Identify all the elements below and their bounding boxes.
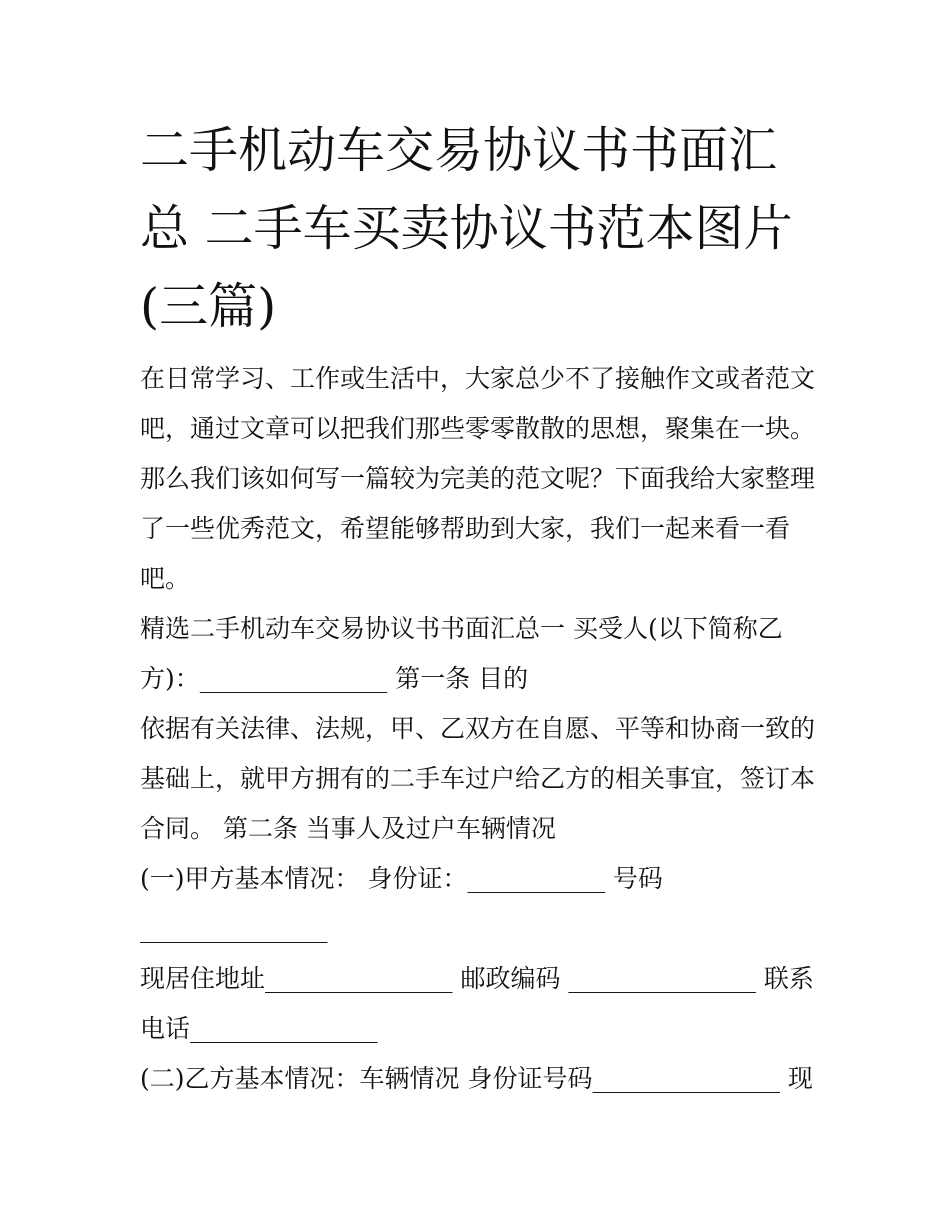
text-line: 吧，通过文章可以把我们那些零零散散的思想，聚集在一块。 xyxy=(140,414,816,443)
section-heading-paragraph xyxy=(140,604,820,704)
document-page xyxy=(140,112,820,1104)
text-line: 方)：_______________ 第一条 目的 xyxy=(140,664,529,693)
text-line: 在日常学习、工作或生活中，大家总少不了接触作文或者范文 xyxy=(140,364,816,393)
title-line: (三篇) xyxy=(140,278,277,335)
text-line: 那么我们该如何写一篇较为完美的范文呢？下面我给大家整理 xyxy=(140,464,816,493)
parties-paragraph xyxy=(140,854,820,1104)
title-line: 二手机动车交易协议书书面汇 xyxy=(140,122,778,179)
text-line: (一)甲方基本情况： 身份证：___________ 号码 xyxy=(140,864,663,893)
text-line: 吧。 xyxy=(140,564,191,593)
text-line: _______________ xyxy=(140,914,328,943)
text-line: (二)乙方基本情况：车辆情况 身份证号码_______________ 现 xyxy=(140,1064,813,1093)
text-line: 合同。 第二条 当事人及过户车辆情况 xyxy=(140,814,556,843)
text-line: 电话_______________ xyxy=(140,1014,378,1043)
purpose-paragraph xyxy=(140,704,820,854)
text-line: 基础上，就甲方拥有的二手车过户给乙方的相关事宜，签订本 xyxy=(140,764,816,793)
text-line: 精选二手机动车交易协议书书面汇总一 买受人(以下简称乙 xyxy=(140,614,783,643)
text-line: 依据有关法律、法规，甲、乙双方在自愿、平等和协商一致的 xyxy=(140,714,816,743)
document-title xyxy=(140,112,820,346)
text-line: 了一些优秀范文，希望能够帮助到大家，我们一起来看一看 xyxy=(140,514,791,543)
text-line: 现居住地址_______________ 邮政编码 _______________ 联系 xyxy=(140,964,814,993)
title-line: 总 二手车买卖协议书范本图片 xyxy=(140,200,793,257)
intro-paragraph xyxy=(140,354,820,604)
